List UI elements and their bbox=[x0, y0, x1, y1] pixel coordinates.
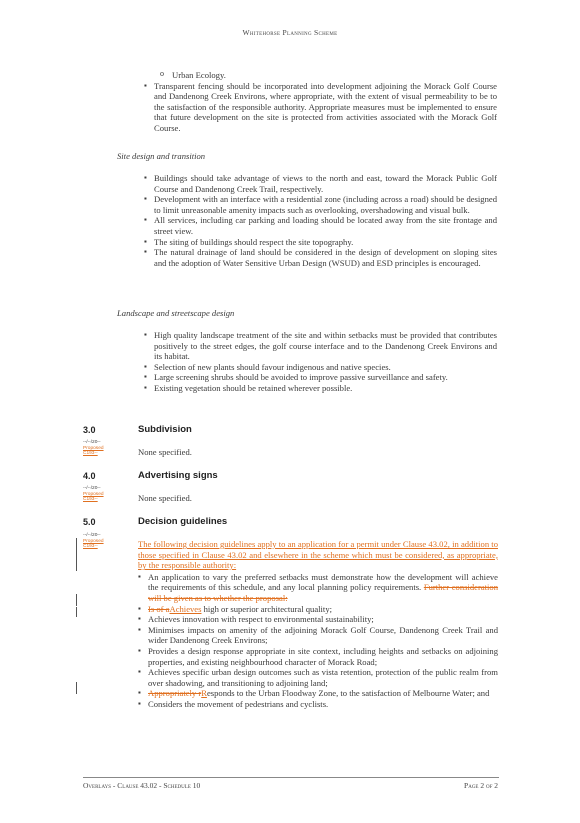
list-item: ▪ High quality landscape treatment of the site and within setbacks must be provided that contributes positively to the street edges, the golf course interface and to the Dandenong Creek Environs and its habitat. bbox=[144, 330, 497, 362]
section-number: 5.0 bbox=[83, 517, 96, 527]
footer-page-number: Page 2 of 2 bbox=[464, 781, 498, 790]
sub-list-item: o Urban Ecology. bbox=[160, 70, 497, 81]
list-item: ▪ Buildings should take advantage of views to the north and east, toward the Morack Public Golf Course and Dandenong Creek Trail, respectively. bbox=[144, 173, 497, 194]
amendment-note: --/--/20-- Proposed C193-- bbox=[83, 440, 104, 457]
amendment-note: --/--/20-- Proposed C193-- bbox=[83, 486, 104, 503]
page-header: Whitehorse Planning Scheme bbox=[242, 28, 338, 37]
list-item: ▪ Provides a design response appropriate in site context, including heights and setbacks on adjoining properties, and existing neighbourhood character of Morack Road; bbox=[138, 646, 498, 667]
section-body: None specified. bbox=[138, 493, 192, 503]
section-number: 4.0 bbox=[83, 471, 96, 481]
section-body: None specified. bbox=[138, 447, 192, 457]
section-title: Advertising signs bbox=[138, 470, 218, 481]
change-bar bbox=[76, 607, 77, 617]
change-bar bbox=[76, 538, 77, 571]
list-item: ▪ The natural drainage of land should be considered in the design of development on sloping sites and the adoption of Water Sensitive Urban Design (WSUD) and ESD principles is encouraged. bbox=[144, 247, 497, 268]
landscape-list bbox=[117, 330, 497, 394]
list-item: ▪ Transparent fencing should be incorporated into development adjoining the Morack Golf Course and Dandenong Creek Environs, where appropriate, with the extent of visual permeability to be to the satisfaction of the responsible authority. Appropriate measures must be implemented to ensure that future development on the site is protected from activities associated with the Morack Golf Course. bbox=[144, 81, 497, 134]
site-design-list bbox=[117, 173, 497, 268]
list-item: ▪ Large screening shrubs should be avoided to improve passive surveillance and safety. bbox=[144, 372, 497, 383]
footer-rule bbox=[83, 777, 499, 778]
list-item: ▪ An application to vary the preferred setbacks must demonstrate how the development will achieve the requirements of this schedule, and any local planning policy requirements. Further consideration will be given as to whether the proposal: bbox=[138, 572, 498, 604]
list-item: ▪ Minimises impacts on amenity of the adjoining Morack Golf Course, Dandenong Creek Trail and wider Dandenong Creek Environs; bbox=[138, 625, 498, 646]
footer-left: Overlays - Clause 43.02 - Schedule 10 bbox=[83, 781, 201, 790]
list-item: ▪ Development with an interface with a residential zone (including across a road) should be designed to limit unreasonable amenity impacts such as overlooking, overshadowing and visual bulk. bbox=[144, 194, 497, 215]
subheading-landscape: Landscape and streetscape design bbox=[117, 308, 235, 318]
subheading-site-design: Site design and transition bbox=[117, 151, 206, 161]
decision-guidelines bbox=[138, 539, 498, 710]
list-item: ▪ Existing vegetation should be retained wherever possible. bbox=[144, 383, 497, 394]
amendment-note: --/--/20-- Proposed C193-- bbox=[83, 533, 104, 550]
section-title: Subdivision bbox=[138, 424, 192, 435]
list-item: ▪ Is of aAchieves high or superior architectural quality; bbox=[138, 604, 498, 615]
sub-list bbox=[160, 70, 497, 81]
list-item: ▪ Achieves specific urban design outcomes such as vista retention, protection of the public realm from over shadowing, and transitioning to adjoining land; bbox=[138, 667, 498, 688]
decision-intro: The following decision guidelines apply to an application for a permit under Clause 43.02, in addition to those specified in Clause 43.02 and elsewhere in the scheme which must be considered, as appropriate, by the responsible authority: bbox=[138, 539, 498, 571]
list-item: ▪ The siting of buildings should respect the site topography. bbox=[144, 237, 497, 248]
bullet-list bbox=[144, 81, 497, 134]
top-list bbox=[117, 70, 497, 134]
section-number: 3.0 bbox=[83, 425, 96, 435]
list-item: ▪ Selection of new plants should favour indigenous and native species. bbox=[144, 362, 497, 373]
list-item: ▪ Achieves innovation with respect to environmental sustainability; bbox=[138, 614, 498, 625]
list-item: ▪ Appropriately rResponds to the Urban Floodway Zone, to the satisfaction of Melbourne Water; and bbox=[138, 688, 498, 699]
list-item: ▪ Considers the movement of pedestrians and cyclists. bbox=[138, 699, 498, 710]
change-bar bbox=[76, 594, 77, 606]
section-title: Decision guidelines bbox=[138, 516, 228, 527]
change-bar bbox=[76, 682, 77, 694]
list-item: ▪ All services, including car parking and loading should be located away from the site frontage and street view. bbox=[144, 215, 497, 236]
